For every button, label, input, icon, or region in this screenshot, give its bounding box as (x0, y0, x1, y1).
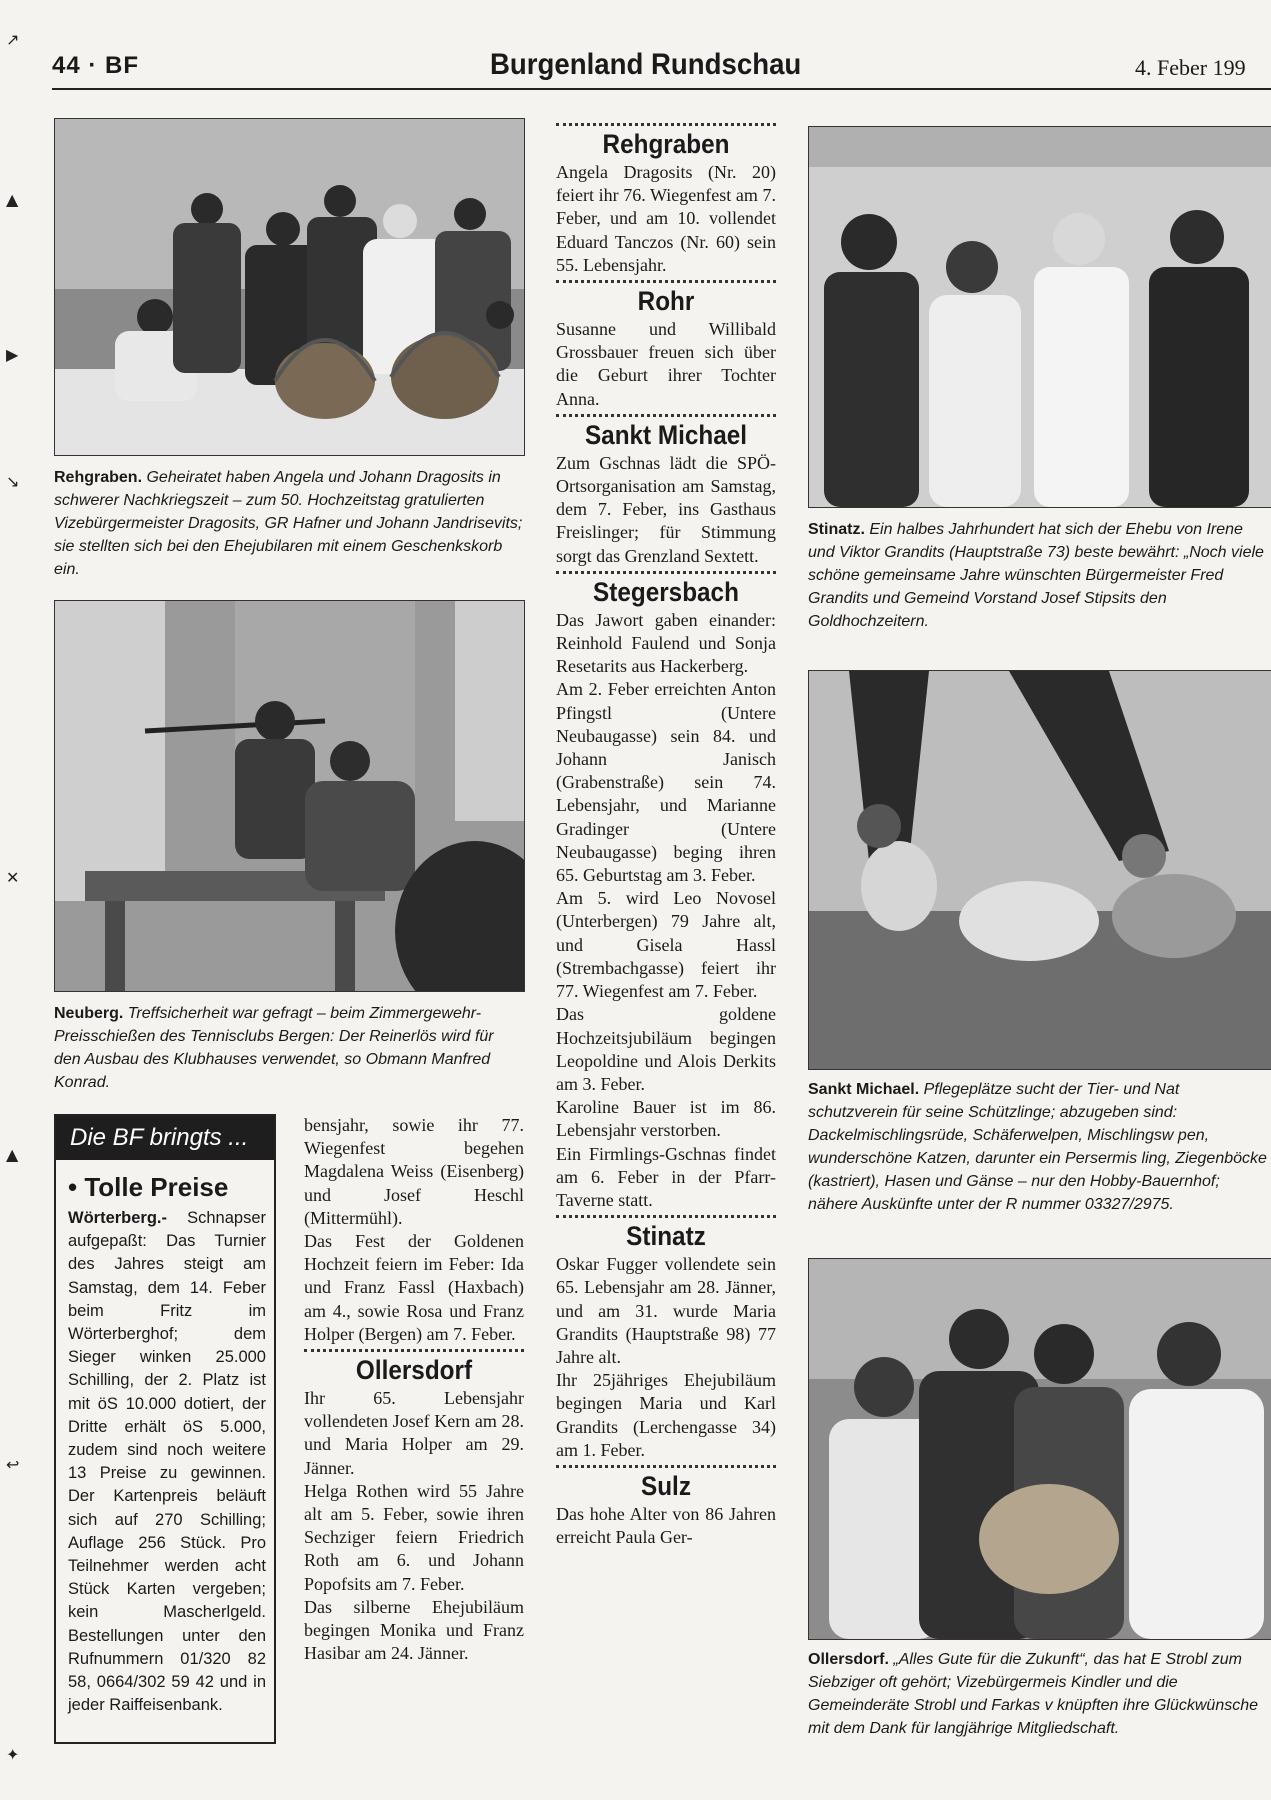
dotted-separator (556, 1215, 776, 1218)
paragraph: Das Fest der Goldenen Hochzeit feiern im Feber: Ida und Franz Fassl (Haxbach) am 4., sowie Rosa und Franz Holper (Bergen) am 7. Feber. (304, 1231, 524, 1344)
paragraph: Am 5. wird Leo Novosel (Unterbergen) 79 Jahre alt, und Gisela Hassl (Strembachgasse) feiert ihr 77. Wiegenfest am 7. Feber. (556, 888, 776, 1002)
issue-date: 4. Feber 199 (1135, 55, 1246, 80)
paragraph: Das hohe Alter von 86 Jahren erreicht Paula Ger- (556, 1503, 776, 1548)
section-heading-ollersdorf: Ollersdorf (355, 1355, 473, 1386)
promo-box-title: • Tolle Preise (68, 1172, 229, 1202)
margin-mark: ▲ (6, 1145, 19, 1164)
paragraph: Ihr 25jähriges Ehejubiläum begingen Maria und Karl Grandits (Lerchengasse 34) am 1. Feber. (556, 1370, 776, 1460)
margin-mark: ▶ (6, 345, 19, 364)
margin-mark: ↗ (6, 30, 20, 49)
caption-place: Ollersdorf. (808, 1651, 889, 1668)
newspaper-title: Burgenland Rundschau (490, 48, 802, 81)
promo-box-header: Die BF bringts ... (56, 1116, 274, 1160)
paragraph: Angela Dragosits (Nr. 20) feiert ihr 76. Wiegenfest am 7. Feber, und am 10. vollendet Eduard Tanczos (Nr. 60) sein 55. Lebensjahr. (556, 162, 776, 275)
promo-box (54, 1114, 276, 1744)
photo-stinatz (808, 126, 1271, 508)
caption-sankt-michael (808, 1078, 1271, 1216)
caption-text: Pflegeplätze sucht der Tier- und Nat schutzverein für seine Schützlinge; abzugeben sind: Dackelmischlingsrüde, Schäferwelpen, Mischlingsw pen, wunderschöne Katzen, darunter ein Persermis ling, Ziegenböcke (kastriert), Hasen und Gänse – nur den Hobby-Bauernhof; nähere Auskünfte unter der R nummer 03327/2975. (808, 1081, 1267, 1213)
caption-place: Stinatz. (808, 521, 865, 538)
caption-stinatz (808, 518, 1271, 633)
paragraph: bensjahr, sowie ihr 77. Wiegenfest begehen Magdalena Weiss (Eisenberg) und Josef Heschl (Mittermühl). (304, 1115, 524, 1228)
margin-mark: ↘ (6, 472, 20, 491)
caption-text: Treffsicherheit war gefragt – beim Zimmergewehr-Preisschießen des Tennisclubs Bergen: Der Reinerlös wird für den Ausbau des Klubhauses verwendet, so Obmann Manfred Konrad. (54, 1005, 494, 1091)
margin-mark: ▲ (6, 190, 19, 209)
dotted-separator (556, 280, 776, 283)
promo-box-lead: Wörterberg.- (68, 1209, 167, 1227)
dotted-separator (304, 1349, 524, 1352)
caption-place: Neuberg. (54, 1005, 124, 1022)
margin-mark: ✦ (6, 1745, 20, 1764)
promo-box-body (56, 1207, 274, 1717)
paragraph: Karoline Bauer ist im 86. Lebensjahr verstorben. (556, 1097, 776, 1141)
photo-sankt-michael (808, 670, 1271, 1070)
promo-box-text: Schnapser aufgepaßt: Das Turnier des Jahres steigt am Samstag, dem 14. Feber beim Fritz im Wörterberghof; dem Sieger winken 25.000 Schilling, der 2. Platz ist mit öS 10.000 dotiert, der Dritte erhält öS 5.000, zudem sind noch weitere 13 Preise zu gewinnen. Der Kartenpreis beläuft sich auf 270 Schilling; Auflage 256 Stück. Pro Teilnehmer werden acht Stück Karten vergeben; kein Mascherlgeld. Bestellungen unter den Rufnummern 01/320 82 58, 0664/302 59 42 und in jeder Raiffeisenbank. (68, 1209, 266, 1715)
section-heading-sankt-michael: Sankt Michael (584, 419, 748, 450)
caption-text: Ein halbes Jahrhundert hat sich der Ehebu von Irene und Viktor Grandits (Hauptstraße 73) beste bewährt: „Noch viele schöne gemeinsame Jahre wünschten Bürgermeister Fred Grandits und Gemeind Vorstand Josef Stipsits den Goldhochzeitern. (808, 521, 1264, 630)
paragraph: Oskar Fugger vollendete sein 65. Lebensjahr am 28. Jänner, und am 31. wurde Maria Grandits (Hauptstraße 98) 77 Jahre alt. (556, 1254, 776, 1367)
margin-mark: ✕ (6, 868, 20, 887)
section-heading-sulz: Sulz (641, 1470, 691, 1501)
caption-rehgraben (54, 466, 524, 581)
dotted-separator (556, 571, 776, 574)
paragraph: Das silberne Ehejubiläum begingen Monika und Franz Hasibar am 24. Jänner. (304, 1596, 524, 1664)
caption-neuberg (54, 1002, 524, 1094)
paragraph: Das goldene Hochzeitsjubiläum begingen Leopoldine und Alois Derkits am 3. Feber. (556, 1004, 776, 1094)
header-rule (52, 88, 1271, 90)
dotted-separator (556, 123, 776, 126)
dotted-separator (556, 1465, 776, 1468)
paragraph: Helga Rothen wird 55 Jahre alt am 5. Feber, sowie ihren Sechziger feiern Friedrich Roth am 6. und Johann Popofsits am 7. Feber. (304, 1480, 524, 1594)
photo-neuberg (54, 600, 525, 992)
caption-text: „Alles Gute für die Zukunft“, das hat E Strobl zum Siebziger oft gehört; Vizebürgermeis Kindler und die Gemeinderäte Strobl und Farkas v knüpften ihre Glückwünsche mit dem Dank für langjährige Mitgliedschaft. (808, 1651, 1259, 1737)
section-heading-stinatz: Stinatz (626, 1221, 706, 1252)
section-heading-stegersbach: Stegersbach (593, 576, 739, 607)
dotted-separator (556, 414, 776, 417)
paragraph: Susanne und Willibald Grossbauer freuen sich über die Geburt ihrer Tochter Anna. (556, 319, 776, 409)
paragraph: Das Jawort gaben einander: Reinhold Faulend und Sonja Resetarits aus Hackerberg. (556, 609, 776, 677)
paragraph: Am 2. Feber erreichten Anton Pfingstl (Untere Neubaugasse) sein 84. und Johann Janisch (Grabenstraße) sein 74. Lebensjahr, und Marianne Gradinger (Untere Neubaugasse) beging ihren 65. Geburtstag am 3. Feber. (556, 679, 776, 886)
photo-ollersdorf (808, 1258, 1271, 1640)
column-c (556, 120, 776, 1549)
paragraph: Zum Gschnas lädt die SPÖ-Ortsorganisation am Samstag, dem 7. Feber, ins Gasthaus Freislinger; für Stimmung sorgt das Grenzland Sextett. (556, 452, 776, 566)
paragraph: Ein Firmlings-Gschnas findet am 6. Feber in der Pfarr-Taverne statt. (556, 1143, 776, 1210)
page-number: 44 · BF (52, 52, 140, 79)
section-heading-rohr: Rohr (637, 286, 695, 317)
caption-place: Rehgraben. (54, 469, 143, 486)
caption-text: Geheiratet haben Angela und Johann Dragosits in schwerer Nachkriegszeit – zum 50. Hochzeitstag gratulierten Vizebürgermeister Dragosits, GR Hafner und Johann Jandrisevits; sie stellten sich bei den Ehejubilaren mit einem Geschenkskorb ein. (54, 469, 523, 578)
section-heading-rehgraben: Rehgraben (602, 129, 730, 159)
paragraph: Ihr 65. Lebensjahr vollendeten Josef Kern am 28. und Maria Holper am 29. Jänner. (304, 1388, 524, 1478)
photo-rehgraben (54, 118, 525, 456)
column-b (304, 1114, 524, 1665)
margin-mark: ↩ (6, 1455, 20, 1474)
caption-place: Sankt Michael. (808, 1081, 920, 1098)
caption-ollersdorf (808, 1648, 1271, 1740)
